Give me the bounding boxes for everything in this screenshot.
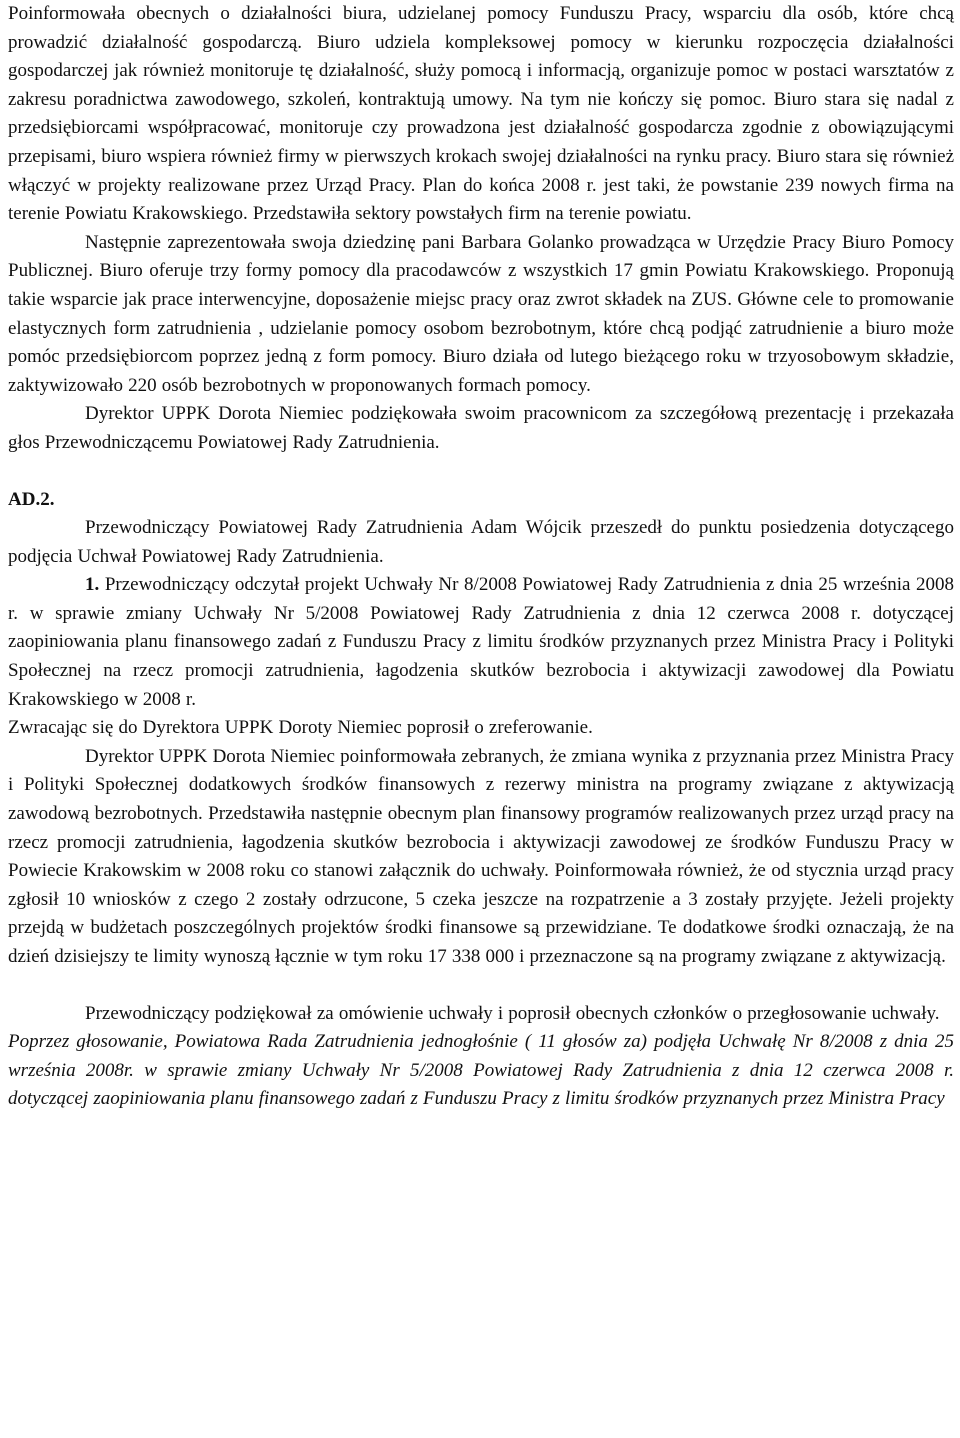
paragraph-public-aid-office: Następnie zaprezentowała swoja dziedzinę pani Barbara Golanko prowadząca w Urzędzie Pracy Biuro Pomocy Publicznej. Biuro oferuje trzy formy pomocy dla pracodawców z wszystkich 17 gmin Powiatu Krakowskiego. Proponują takie wsparcie jak prace interwencyjne, doposażenie miejsc pracy oraz zwrot składek na ZUS. Główne cele to promowanie elastycznych form zatrudnienia , udzielanie pomocy osobom bezrobotnym, które chcą podjąć zatrudnienie a biuro może pomóc przedsiębiorcom poprzez jedną z form pomocy. Biuro działa od lutego bieżącego roku w trzyosobowym składzie, zaktywizowało 220 osób bezrobotnych w proponowanych formach pomocy. <box>8 231 954 396</box>
paragraph-business-office: Poinformowała obecnych o działalności biura, udzielanej pomocy Funduszu Pracy, wsparciu dla osób, które chcą prowadzić działalność gospodarczą. Biuro udziela kompleksowej pomocy w kierunku rozpoczęcia działalności gospodarczej jak również monitoruje tę działalność, służy pomocą i informacją, organizuje pomoc w postaci warsztatów z zakresu poradnictwa zawodowego, szkoleń, kontraktują umowy. Na tym nie kończy się pomoc. Biuro stara się nadal z przedsiębiorcami współpracować, monitoruje czy prowadzona jest działalność gospodarcza zgodnie z obowiązującymi przepisami, biuro wspiera również firmy w pierwszych krokach swojej działalności na rynku pracy. Biuro stara się również włączyć w projekty realizowane przez Urząd Pracy. Plan do końca 2008 r. jest taki, że powstanie 239 nowych firma na terenie Powiatu Krakowskiego. Przedstawiła sektory powstałych firm na terenie powiatu. <box>8 3 954 225</box>
resolution-item-text: Przewodniczący odczytał projekt Uchwały Nr 8/2008 Powiatowej Rady Zatrudnienia z dnia 25 września 2008 r. w sprawie zmiany Uchwały Nr 5/2008 Powiatowej Rady Zatrudnienia z dnia 12 czerwca 2008 r. dotyczącej zaopiniowania planu finansowego zadań z Funduszu Pracy z limitu środków przyznanych przez Ministra Pracy i Polityki Społecznej na rzecz promocji zatrudnienia, łagodzenia skutków bezrobocia i aktywizacji zawodowej dla Powiatu Krakowskiego w 2008 r. <box>8 574 955 710</box>
paragraph-vote-request: Przewodniczący podziękował za omówienie uchwały i poprosił obecnych członków o przegłosowanie uchwały. <box>85 1002 940 1024</box>
paragraph-request-report: Zwracając się do Dyrektora UPPK Doroty Niemiec poprosił o zreferowanie. <box>8 717 593 739</box>
paragraph-director-report: Dyrektor UPPK Dorota Niemiec poinformowała zebranych, że zmiana wynika z przyznania przez Ministra Pracy i Polityki Społecznej dodatkowych środków finansowych z rezerwy ministra na programy związane z aktywizacją zawodową bezrobotnych. Przedstawiła następnie obecnym plan finansowy programów realizowanych przez urząd pracy na rzecz promocji zatrudnienia, łagodzenia skutków bezrobocia i aktywizacji zawodowej ze środków Funduszu Pracy w Powiecie Krakowskim w 2008 roku co stanowi załącznik do uchwały. Poinformowała również, że od stycznia urząd pracy zgłosił 10 wniosków z czego 2 zostały odrzucone, 5 czeka jeszcze na rozpatrzenie a 3 zostały przyjęte. Jeżeli projekty przejdą w budżetach poszczególnych projektów środki finansowe są przewidziane. Te dodatkowe środki oznaczają, że na dzień dzisiejszy te limity wynoszą łącznie w tym roku 17 338 000 i przeznaczone są na programy związane z aktywizacją. <box>8 745 954 967</box>
section-spacer-2 <box>8 972 954 1000</box>
paragraph-resolution-item <box>8 571 954 714</box>
paragraph-director-thanks: Dyrektor UPPK Dorota Niemiec podziękowała swoim pracownicom za szczegółową prezentację i przekazała głos Przewodniczącemu Powiatowej Rady Zatrudnienia. <box>8 403 954 453</box>
section-spacer <box>8 458 954 486</box>
paragraph-vote-result: Poprzez głosowanie, Powiatowa Rada Zatrudnienia jednogłośnie ( 11 głosów za) podjęła Uchwałę Nr 8/2008 z dnia 25 września 2008r. w sprawie zmiany Uchwały Nr 5/2008 Powiatowej Rady Zatrudnienia z dnia 12 czerwca 2008 r. dotyczącej zaopiniowania planu finansowego zadań z Funduszu Pracy z limitu środków przyznanych przez Ministra Pracy <box>8 1031 954 1110</box>
agenda-heading: AD.2. <box>8 488 55 510</box>
paragraph-chairman-resolutions: Przewodniczący Powiatowej Rady Zatrudnienia Adam Wójcik przeszedł do punktu posiedzenia dotyczącego podjęcia Uchwał Powiatowej Rady Zatrudnienia. <box>8 517 954 567</box>
item-number: 1. <box>85 574 100 596</box>
